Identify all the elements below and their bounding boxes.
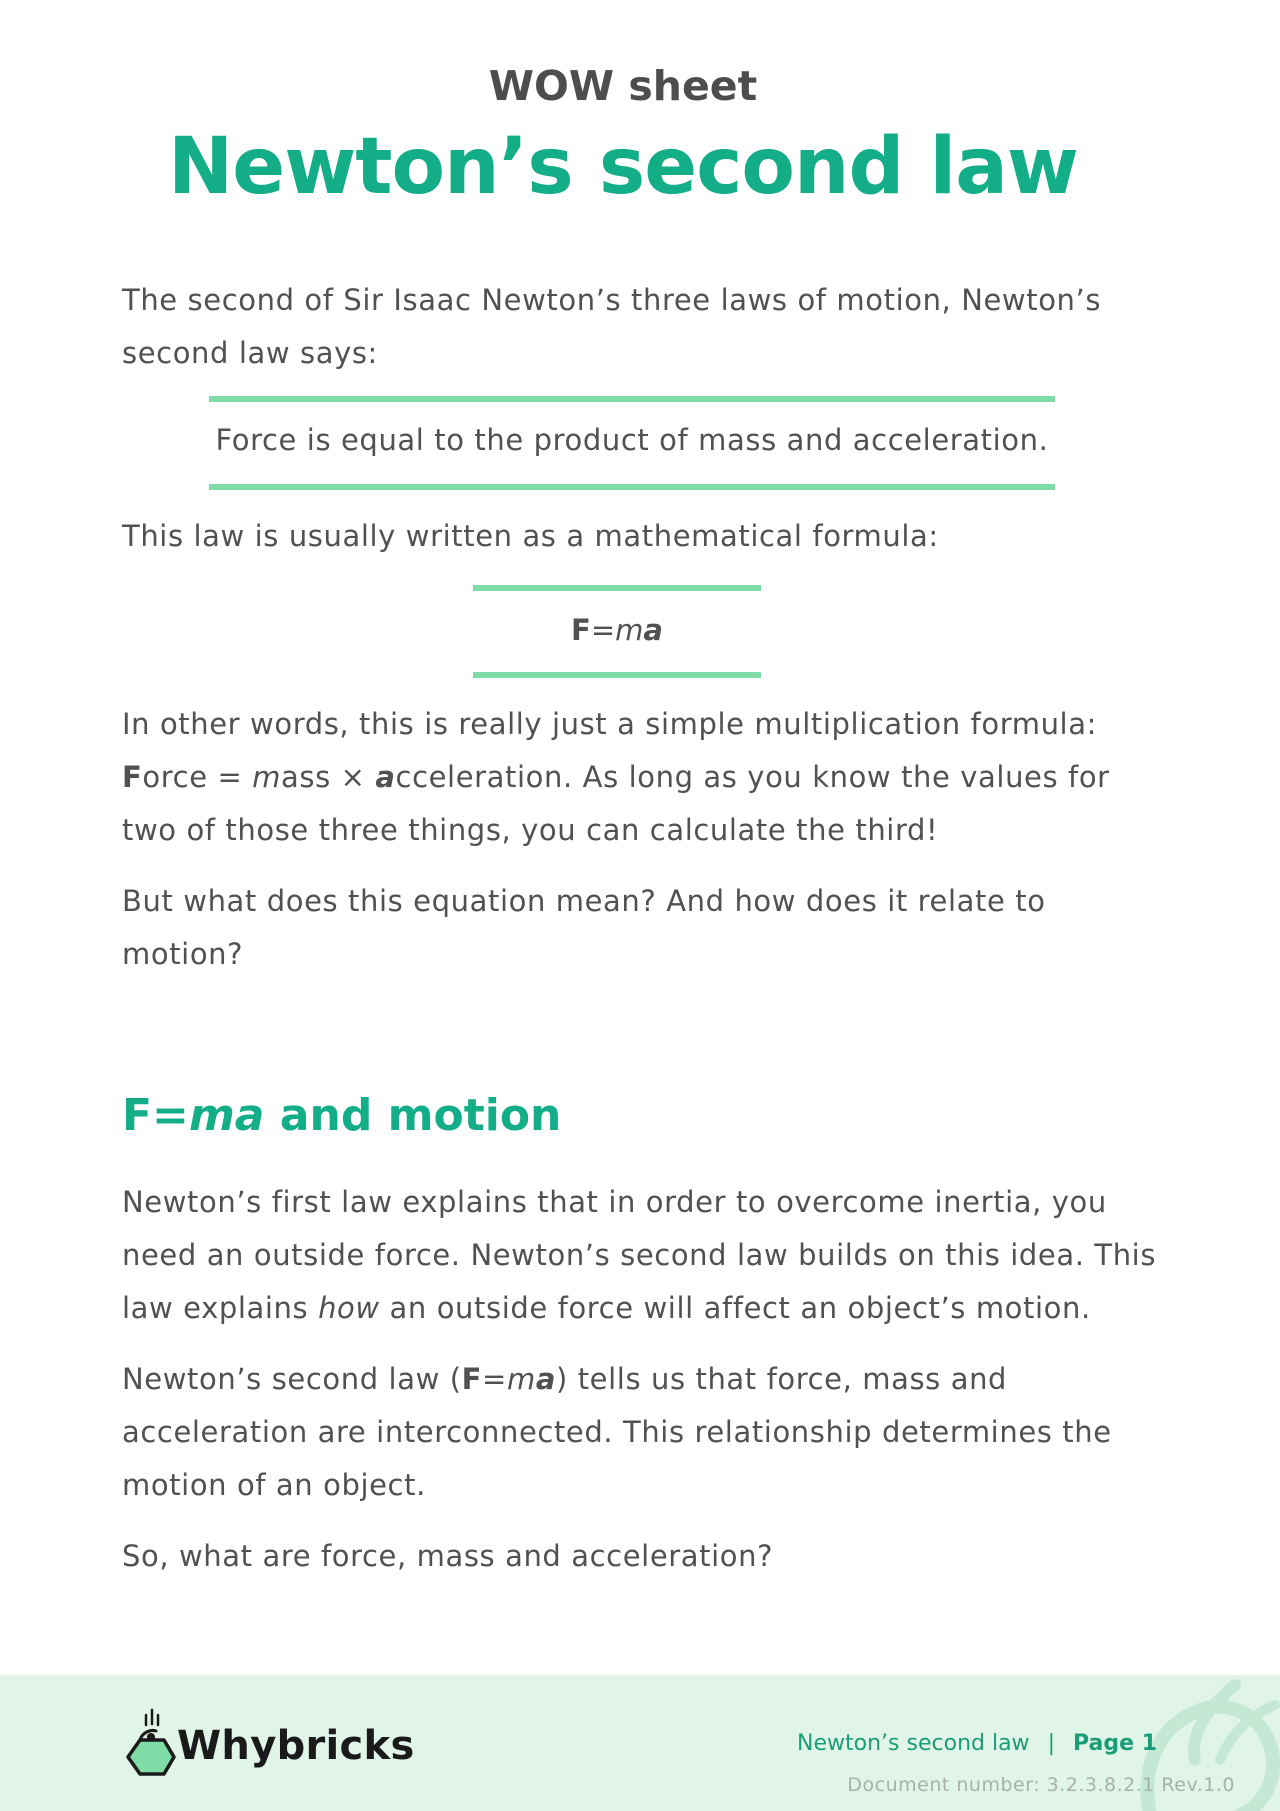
p2-m: m: [506, 1362, 536, 1396]
heading-prefix: F=: [122, 1090, 189, 1141]
p1-after: an outside force will affect an object’s motion.: [379, 1291, 1091, 1325]
explanation-m: m: [252, 760, 282, 794]
quote-top-rule: [209, 396, 1055, 402]
kicker: WOW sheet: [488, 62, 758, 110]
explanation-tail: cceleration. As long as you know the values for two of those three things, you can calculate the third!: [122, 760, 1110, 847]
footer: [0, 1675, 1280, 1811]
formula-a: a: [643, 613, 663, 647]
p2-before: Newton’s second law (: [122, 1362, 462, 1396]
section-paragraph-1: [122, 1176, 1162, 1335]
p1-italic: how: [318, 1291, 380, 1325]
p2-f: F: [461, 1362, 483, 1396]
question-paragraph: But what does this equation mean? And how does it relate to motion?: [122, 884, 1046, 971]
footer-page-number: Page 1: [1072, 1731, 1157, 1756]
heading-italic: ma: [188, 1090, 265, 1141]
quote-bottom-rule: [209, 484, 1055, 490]
section-heading: [122, 1090, 561, 1141]
document-number: Document number: 3.2.3.8.2.1 Rev.1.0: [847, 1774, 1235, 1796]
formula-bottom-rule: [473, 672, 761, 678]
explanation-f: F: [122, 760, 143, 794]
formula-intro: This law is usually written as a mathematical formula:: [122, 519, 939, 553]
heading-suffix: and motion: [264, 1090, 562, 1141]
quote-text: Force is equal to the product of mass and acceleration.: [215, 423, 1049, 457]
explanation-mass: ass ×: [281, 760, 376, 794]
p2-after: ) tells us that force, mass and acceleration are interconnected. This relationship determines the motion of an object.: [122, 1362, 1112, 1502]
formula-top-rule: [473, 585, 761, 591]
explanation-paragraph: [122, 698, 1162, 857]
formula-equals: =: [590, 613, 616, 647]
footer-separator: |: [1047, 1731, 1055, 1756]
formula-m: m: [615, 613, 644, 647]
page-title: Newton’s second law: [168, 122, 1078, 212]
explanation-a: a: [375, 760, 396, 794]
p2-a: a: [535, 1362, 556, 1396]
explanation-lead: In other words, this is really just a simple multiplication formula:: [122, 707, 1097, 741]
explanation-force: orce =: [142, 760, 253, 794]
section-paragraph-2: [122, 1353, 1162, 1512]
intro-paragraph: The second of Sir Isaac Newton’s three laws of motion, Newton’s second law says:: [122, 283, 1102, 370]
p1-before: Newton’s first law explains that in order to overcome inertia, you need an outside force. Newton’s second law builds on this idea. This law explains: [122, 1185, 1157, 1325]
section-paragraph-3: So, what are force, mass and acceleration?: [122, 1539, 774, 1573]
formula: [473, 606, 761, 654]
footer-doc-title: Newton’s second law: [797, 1731, 1030, 1756]
formula-f: F: [571, 613, 591, 647]
brand-name: Whybricks: [177, 1723, 415, 1769]
footer-line: [797, 1731, 1157, 1756]
p2-eq: =: [482, 1362, 507, 1396]
